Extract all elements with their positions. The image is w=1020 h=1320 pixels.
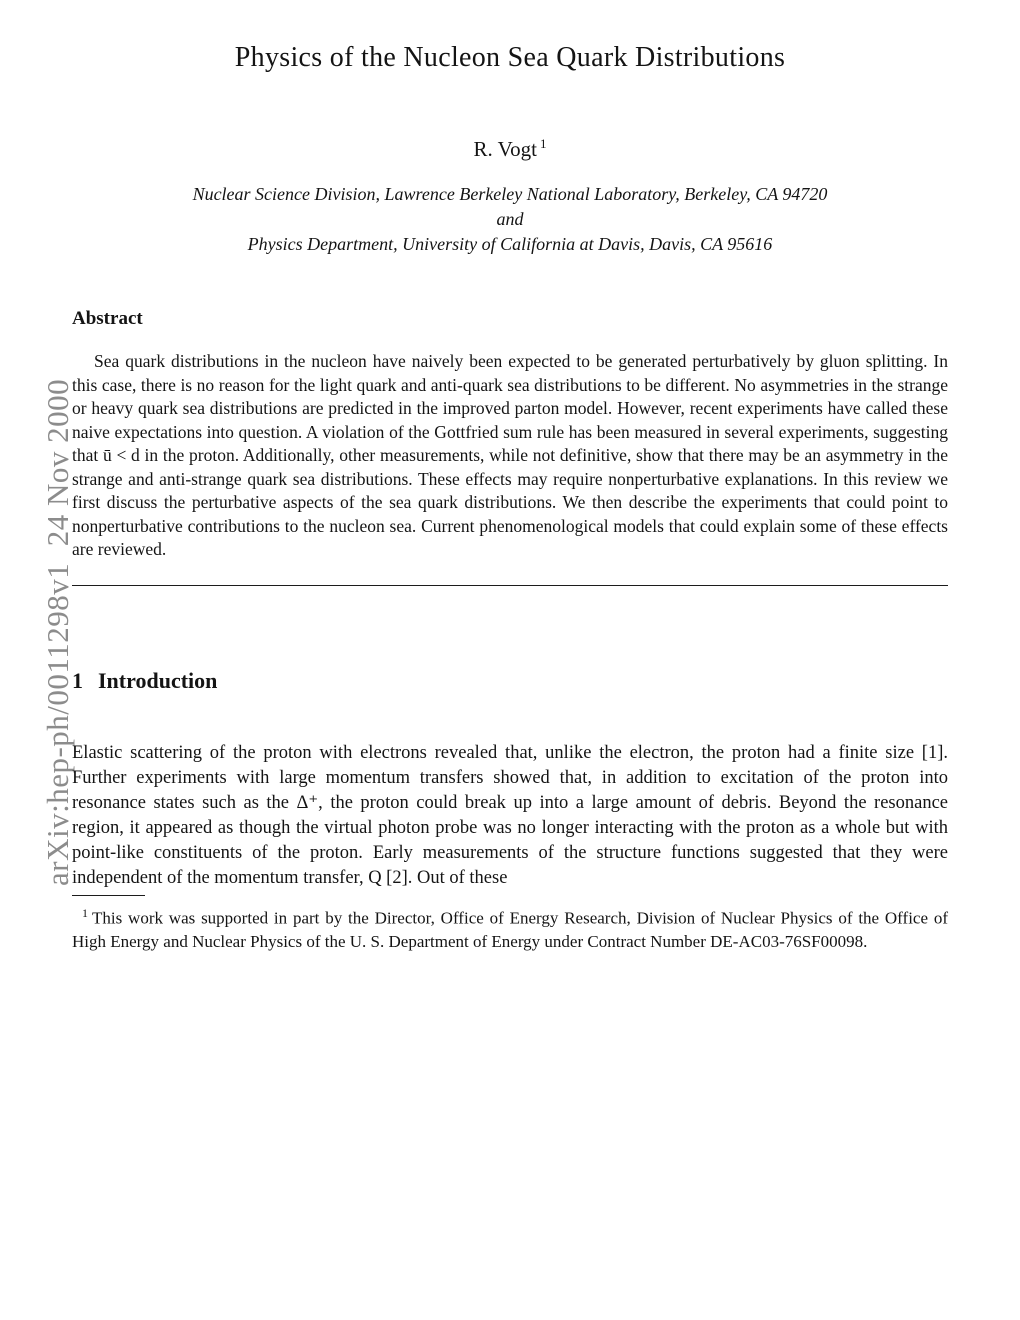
section-heading — [72, 668, 217, 694]
affiliation-line-1: Nuclear Science Division, Lawrence Berkeley National Laboratory, Berkeley, CA 94720 — [192, 184, 828, 204]
footnote-body: This work was supported in part by the Director, Office of Energy Research, Division of Nuclear Physics of the Office of High Energy and Nuclear Physics of the U. S. Department of Energy under Contract Number DE-AC03-76SF00098. — [72, 908, 948, 951]
affiliation-connector: and — [496, 209, 524, 229]
affiliation-line-2: Physics Department, University of California at Davis, Davis, CA 95616 — [247, 234, 773, 254]
author-line — [72, 136, 948, 162]
section-title: Introduction — [98, 668, 218, 693]
abstract-text: Sea quark distributions in the nucleon have naively been expected to be generated perturbatively by gluon splitting. In this case, there is no reason for the light quark and anti-quark sea distributions to be different. No asymmetries in the strange or heavy quark sea distributions are predicted in the improved parton model. However, recent experiments have called these naive expectations into question. A violation of the Gottfried sum rule has been measured in several experiments, suggesting that ū < d in the proton. Additionally, other measurements, while not definitive, show that there may be an asymmetry in the strange and anti-strange quark sea distributions. These effects may require nonperturbative explanations. In this review we first discuss the perturbative aspects of the sea quark distributions. We then describe the experiments that could point to nonperturbative contributions to the nucleon sea. Current phenomenological models that could explain some of these effects are reviewed. — [72, 351, 948, 559]
introduction-paragraph: Elastic scattering of the proton with electrons revealed that, unlike the electron, the proton had a finite size [1]. Further experiments with large momentum transfers showed that, in addition to excitation of the proton into resonance states such as the Δ⁺, the proton could break up into a large amount of debris. Beyond the resonance region, it appeared as though the virtual photon probe was no longer interacting with the proton as a whole but with point-like constituents of the proton. Early measurements of the structure functions suggested that they were independent of the momentum transfer, Q [2]. Out of these — [72, 743, 948, 888]
abstract-divider — [72, 585, 948, 586]
author-footnote-mark: 1 — [539, 136, 547, 151]
footnote-divider — [72, 895, 145, 896]
footnote-mark: 1 — [82, 906, 88, 920]
abstract-heading: Abstract — [72, 308, 143, 329]
author-name: R. Vogt — [473, 137, 537, 161]
footnote — [72, 902, 948, 953]
arxiv-watermark: arXiv:hep-ph/0011298v1 24 Nov 2000 — [40, 378, 75, 886]
section-number: 1 — [72, 668, 83, 693]
affiliations — [72, 182, 948, 257]
paper-title: Physics of the Nucleon Sea Quark Distributions — [234, 42, 786, 73]
